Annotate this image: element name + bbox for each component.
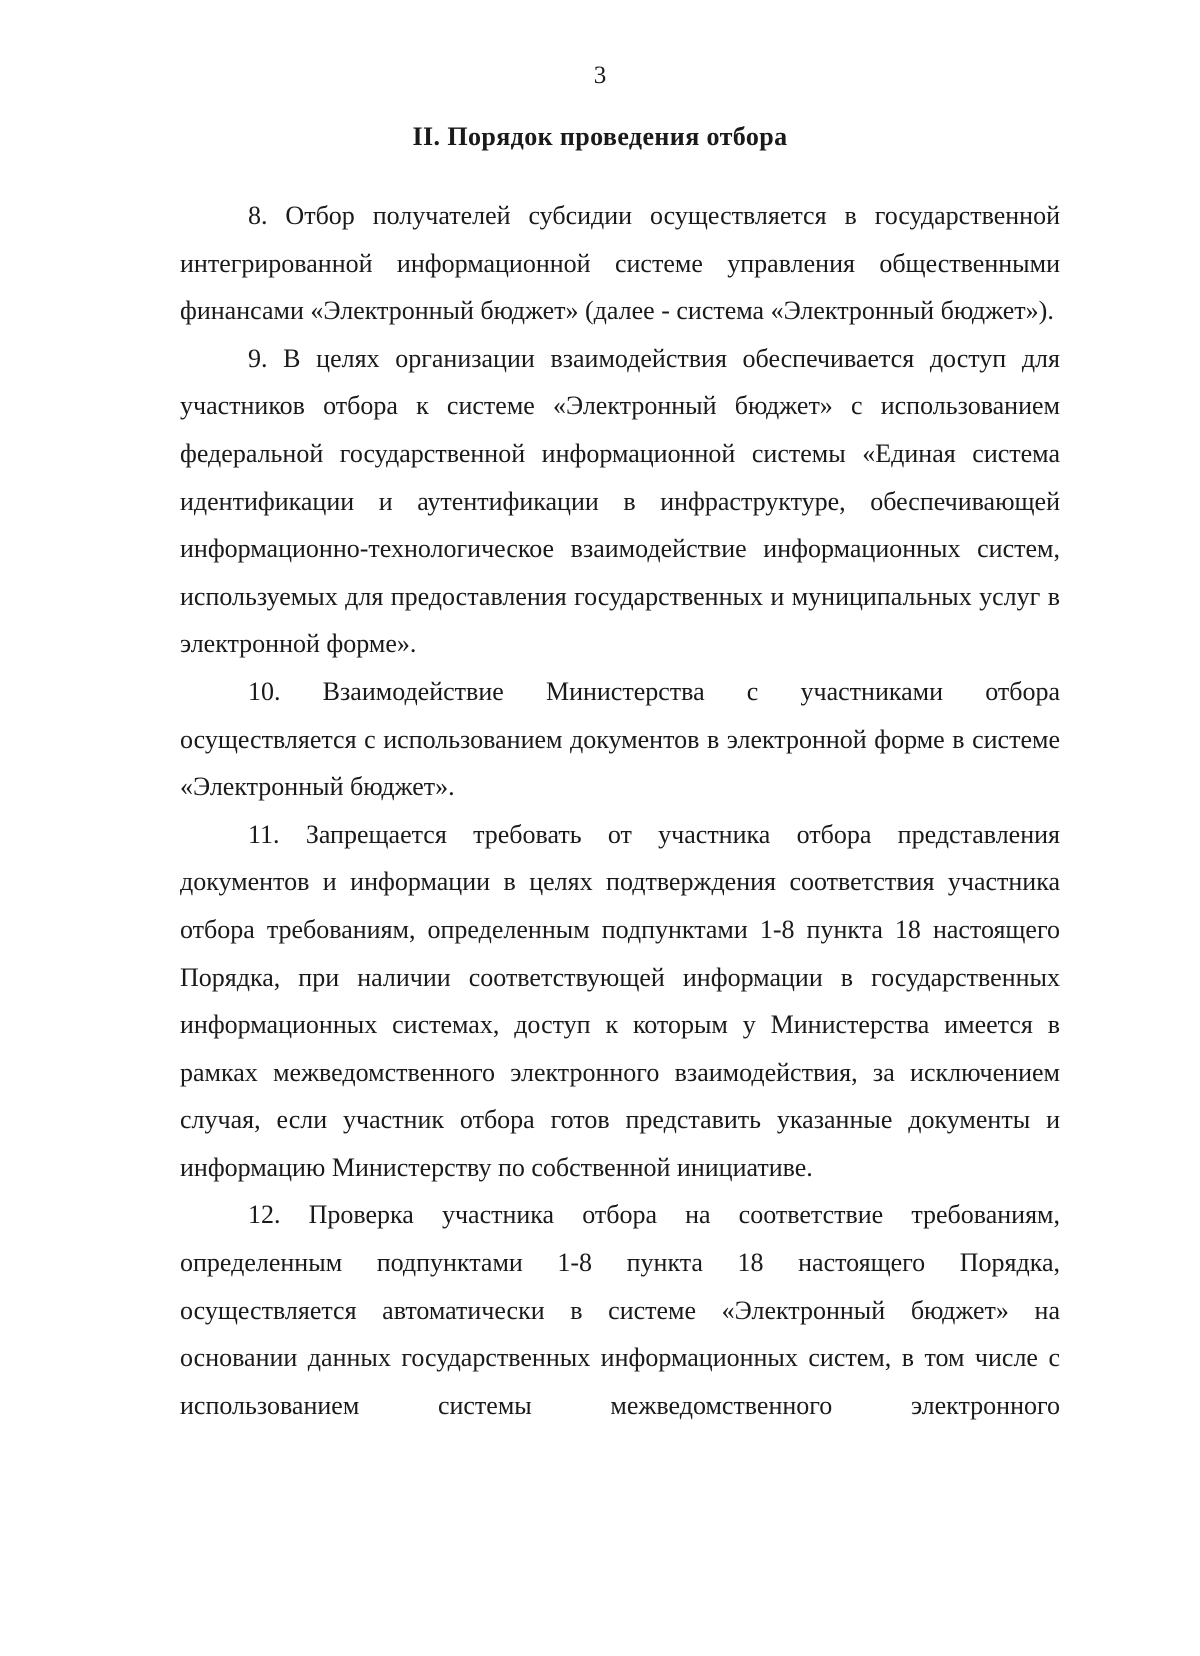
paragraph-9: 9. В целях организации взаимодействия обеспечивается доступ для участников отбора к системе «Электронный бюджет» с использованием федеральной государственной информационной системы «Единая система идентификации и аутентификации в инфраструктуре, обеспечивающей информационно-технологическое взаимодействие информационных систем, используемых для предоставления государственных и муниципальных услуг в электронной форме». <box>180 343 1060 659</box>
paragraph-11: 11. Запрещается требовать от участника отбора представления документов и информации в целях подтверждения соответствия участника отбора требованиям, определенным подпунктами 1-8 пункта 18 настоящего Порядка, при наличии соответствующей информации в государственных информационных системах, доступ к которым у Министерства имеется в рамках межведомственного электронного взаимодействия, за исключением случая, если участник отбора готов представить указанные документы и информацию Министерству по собственной инициативе. <box>180 819 1060 1182</box>
paragraph-12: 12. Проверка участника отбора на соответствие требованиям, определенным подпунктами 1-8 пункта 18 настоящего Порядка, осуществляется автоматически в системе «Электронный бюджет» на основании данных государственных информационных систем, в том числе с использованием системы межведомственного электронного <box>180 1200 1060 1420</box>
page-number: 3 <box>593 62 607 89</box>
paragraph-10: 10. Взаимодействие Министерства с участниками отбора осуществляется с использованием документов в электронной форме в системе «Электронный бюджет». <box>180 676 1060 802</box>
section-title: II. Порядок проведения отбора <box>412 122 788 151</box>
paragraph-8: 8. Отбор получателей субсидии осуществляется в государственной интегрированной информационной системе управления общественными финансами «Электронный бюджет» (далее - система «Электронный бюджет»). <box>180 201 1060 326</box>
body-text <box>180 192 1060 1429</box>
